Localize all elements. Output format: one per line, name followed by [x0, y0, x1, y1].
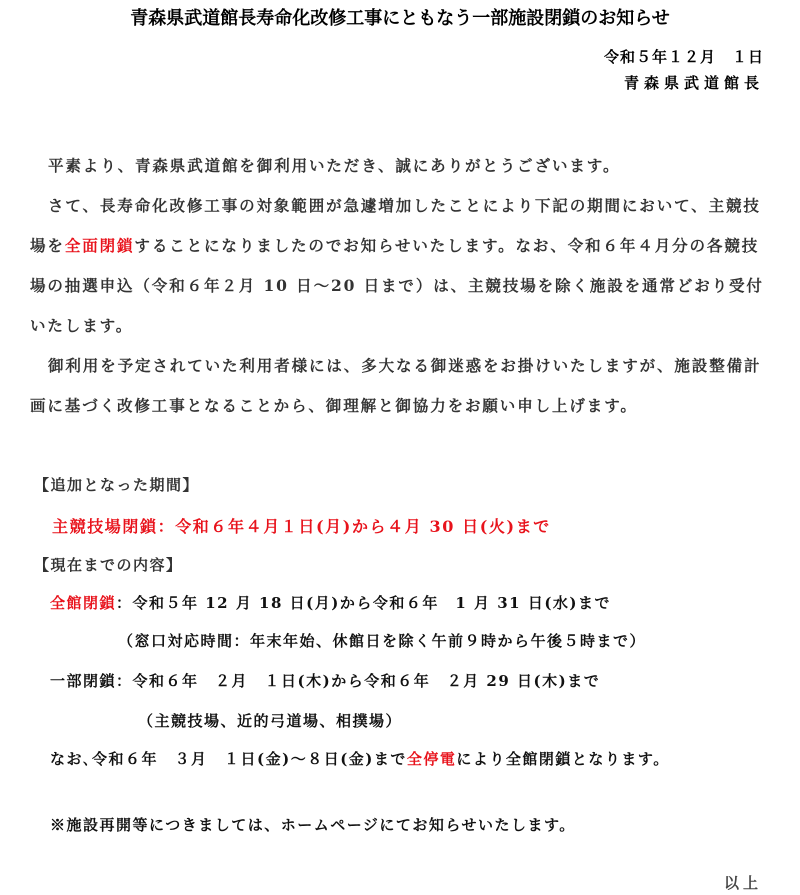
- issue-date: 令和５年１２月 １日: [603, 48, 764, 66]
- closure-text-a: さて、長寿命化改修工事の対象範囲が急遽増加したことにより下記の期間において、主競技場を: [30, 196, 761, 255]
- added-period-heading: 【追加となった期間】: [34, 476, 200, 494]
- full-closure-line: [50, 592, 611, 613]
- added-period-text: 主競技場閉鎖：令和６年４月１日(月)から４月 30 日(火)まで: [52, 517, 551, 536]
- full-closure-label: 全館閉鎖: [50, 594, 117, 612]
- power-outage-text-a: なお､令和６年 ３月 １日(金)～８日(金)まで: [50, 750, 407, 768]
- issuer: 青森県武道館長: [623, 74, 764, 92]
- partial-closure-facilities: （主競技場、近的弓道場、相撲場）: [138, 712, 403, 730]
- full-closure-emphasis: 全面閉鎖: [64, 236, 135, 255]
- closing-word: 以上: [723, 874, 762, 892]
- power-outage-text-b: により全館閉鎖となります。: [456, 750, 670, 768]
- power-outage-line: [50, 748, 670, 769]
- apology-text: 御利用を予定されていた利用者様には、多大なる御迷惑をお掛けいたしますが、施設整備計画に基づく改修工事となることから、御理解と御協力をお願い申し上げます。: [30, 356, 762, 415]
- page-title: 青森県武道館長寿命化改修工事にともなう一部施設閉鎖のお知らせ: [130, 8, 670, 29]
- reopening-notice: ※施設再開等につきましては、ホームページにてお知らせいたします。: [50, 816, 576, 834]
- apology-paragraph: [30, 346, 770, 426]
- full-closure-period: ：令和５年 12 月 18 日(月)から令和６年 1 月 31 日(水)まで: [116, 594, 612, 612]
- current-content-heading: 【現在までの内容】: [34, 556, 183, 574]
- greeting-paragraph: [30, 146, 770, 186]
- closure-paragraph: [30, 186, 770, 346]
- closure-text-b: することになりましたのでお知らせいたします。なお、令和６年４月分の各競技場の抽選申込（令和６年２月 10 日～20 日まで）は、主競技場を除く施設を通常どおり受付いたします。: [30, 236, 764, 335]
- office-hours-note: （窓口対応時間：年末年始、休館日を除く午前９時から午後５時まで）: [118, 632, 647, 650]
- power-outage-emphasis: 全停電: [406, 750, 457, 768]
- greeting-text: 平素より、青森県武道館を御利用いただき、誠にありがとうございます。: [48, 156, 621, 175]
- partial-closure-line: 一部閉鎖：令和６年 ２月 １日(木)から令和６年 ２月 29 日(木)まで: [50, 672, 601, 690]
